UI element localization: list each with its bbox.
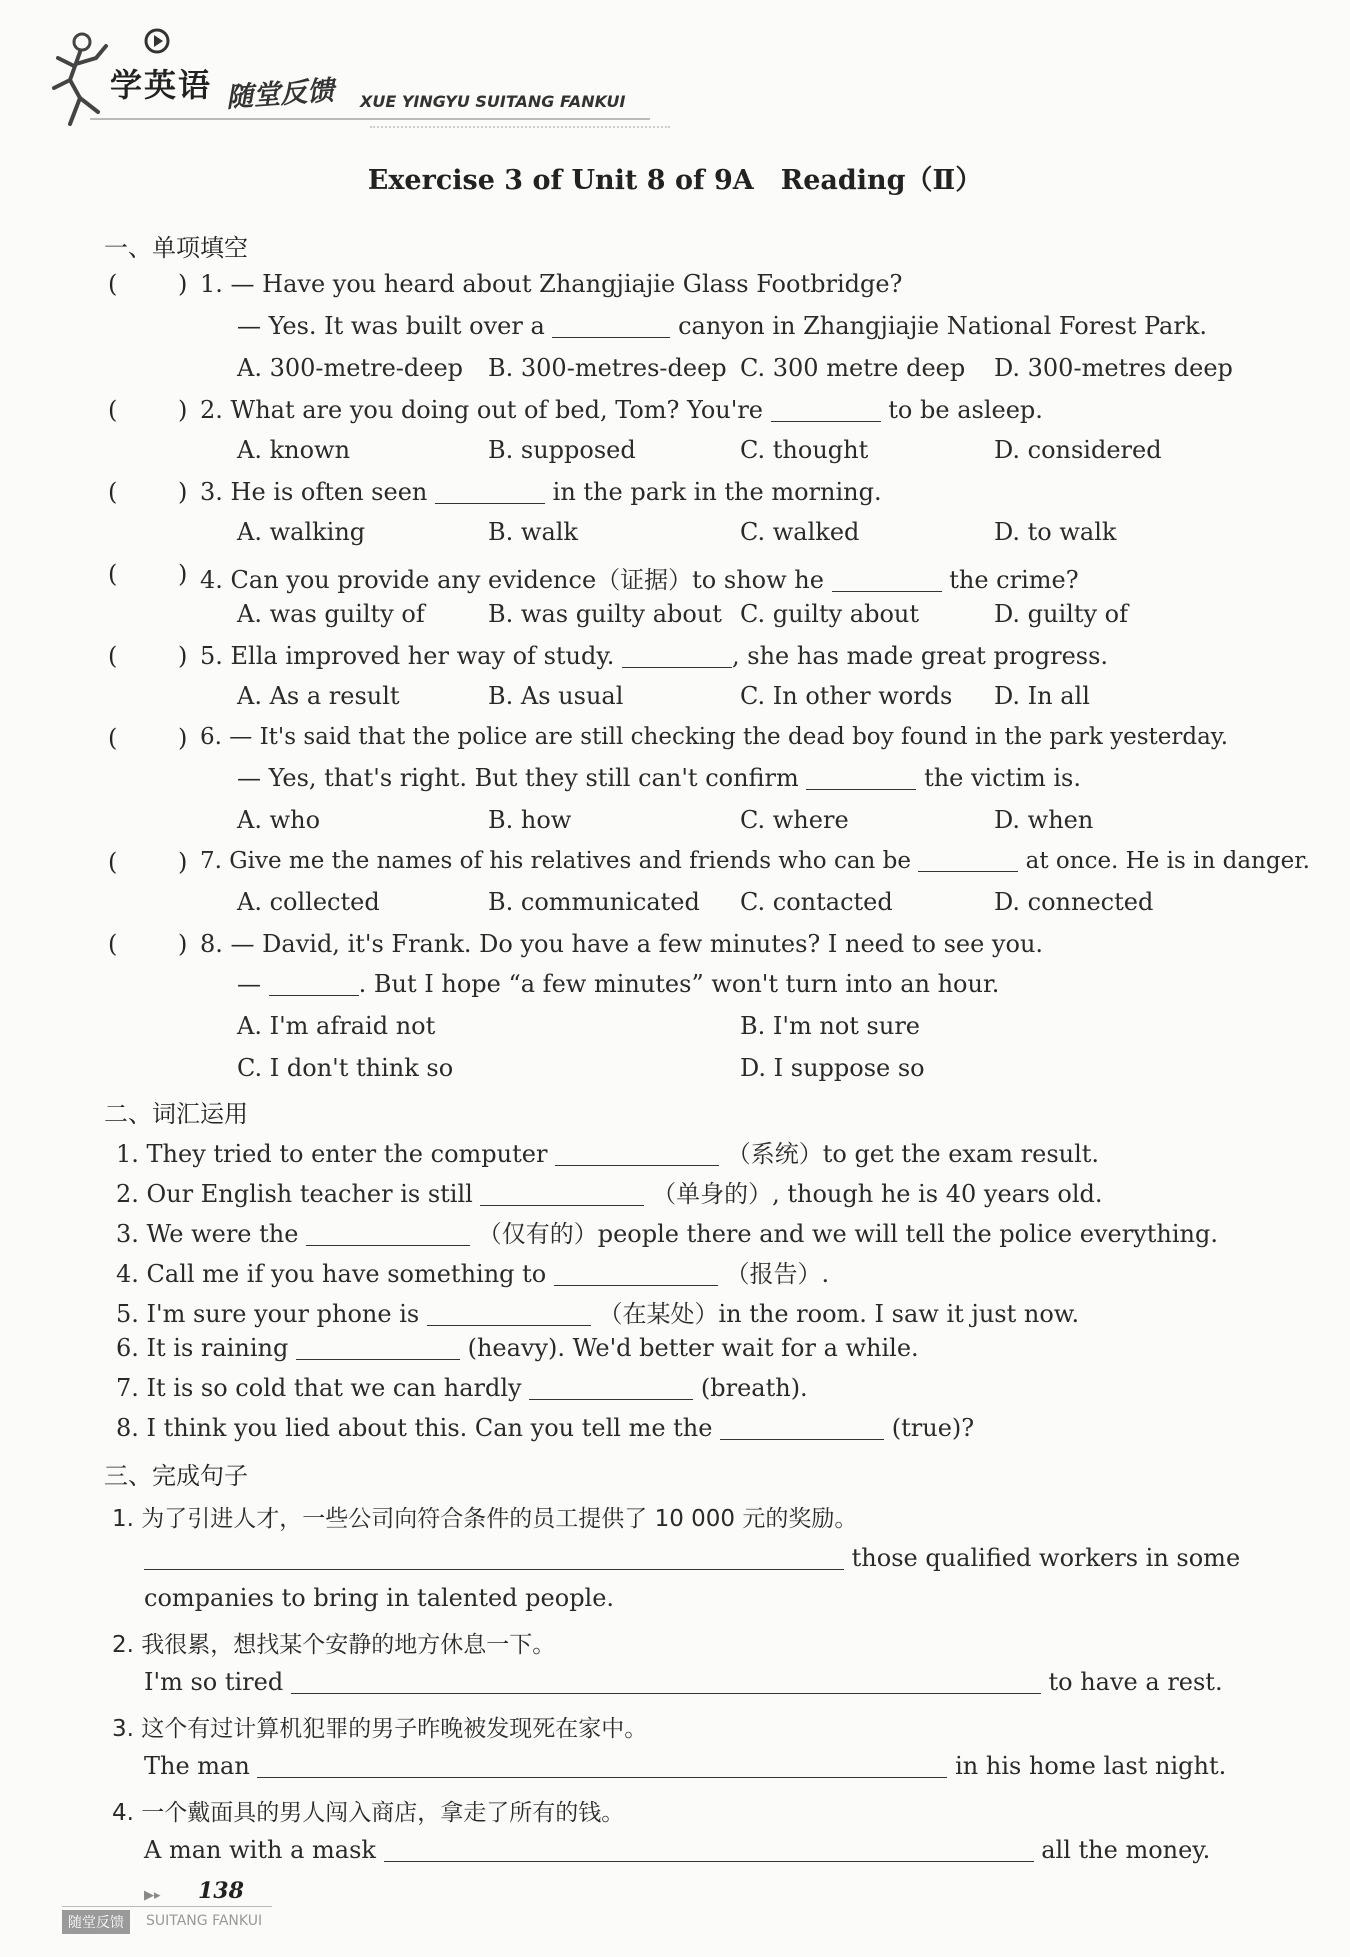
- q5-option-a[interactable]: A. As a result: [237, 682, 400, 710]
- sentence3-english: [144, 1752, 1226, 1780]
- q7-line1: [200, 848, 1310, 874]
- q8-blank[interactable]: [269, 971, 359, 996]
- vocab-text-post: （报告）.: [725, 1260, 830, 1288]
- section2-heading: 二、词汇运用: [104, 1100, 248, 1128]
- answer-paren-open: (: [108, 478, 118, 506]
- q3-option-a[interactable]: A. walking: [237, 518, 366, 546]
- q5-line1: [200, 642, 1108, 670]
- vocab-blank[interactable]: [555, 1141, 719, 1166]
- vocab-item: [116, 1334, 919, 1362]
- q5-option-b[interactable]: B. As usual: [488, 682, 624, 710]
- q6-line2: [237, 764, 1081, 792]
- q6-option-b[interactable]: B. how: [488, 806, 572, 834]
- answer-paren-close: ): [178, 930, 188, 958]
- answer-paren-open: (: [108, 724, 118, 752]
- vocab-blank[interactable]: [296, 1335, 460, 1360]
- page-number: 138: [198, 1878, 244, 1904]
- answer-paren-close: ): [178, 396, 188, 424]
- q2-line1: [200, 396, 1043, 424]
- sentence2-chinese: 2. 我很累，想找某个安静的地方休息一下。: [112, 1632, 556, 1658]
- header-divider: [90, 118, 650, 120]
- q4-text-post: the crime?: [949, 566, 1079, 594]
- vocab-text-pre: 5. I'm sure your phone is: [116, 1300, 420, 1328]
- q8-option-a[interactable]: A. I'm afraid not: [237, 1012, 436, 1040]
- q4-option-c[interactable]: C. guilty about: [740, 600, 919, 628]
- vocab-text-post: （单身的）, though he is 40 years old.: [652, 1180, 1103, 1208]
- q7-blank[interactable]: [918, 848, 1018, 872]
- q1-line1: 1. — Have you heard about Zhangjiajie Glass Footbridge?: [200, 270, 903, 298]
- q1-option-b[interactable]: B. 300-metres-deep: [488, 354, 727, 382]
- header-pinyin: XUE YINGYU SUITANG FANKUI: [360, 92, 626, 111]
- q3-blank[interactable]: [435, 479, 545, 504]
- q6-option-d[interactable]: D. when: [994, 806, 1094, 834]
- q5-text-post: , she has made great progress.: [732, 642, 1109, 670]
- q7-option-d[interactable]: D. connected: [994, 888, 1154, 916]
- q8-text-pre: —: [237, 970, 261, 998]
- sentence4-chinese: 4. 一个戴面具的男人闯入商店，拿走了所有的钱。: [112, 1800, 625, 1826]
- sentence3-blank[interactable]: [257, 1753, 947, 1778]
- runner-icon: [40, 28, 120, 128]
- vocab-text-post: （系统）to get the exam result.: [726, 1140, 1100, 1168]
- sentence3-text-pre: The man: [144, 1752, 250, 1780]
- q5-blank[interactable]: [622, 643, 732, 668]
- sentence1-blank[interactable]: [144, 1545, 844, 1570]
- q2-option-c[interactable]: C. thought: [740, 436, 869, 464]
- vocab-blank[interactable]: [554, 1261, 718, 1286]
- footer-divider: [62, 1906, 272, 1907]
- q6-text-post: the victim is.: [924, 764, 1081, 792]
- play-icon: [144, 28, 170, 54]
- sentence4-text-post: all the money.: [1041, 1836, 1211, 1864]
- vocab-text-pre: 7. It is so cold that we can hardly: [116, 1374, 522, 1402]
- answer-paren-open: (: [108, 930, 118, 958]
- q1-text-pre: — Yes. It was built over a: [237, 312, 545, 340]
- q5-option-d[interactable]: D. In all: [994, 682, 1090, 710]
- vocab-text-post: （在某处）in the room. I saw it just now.: [598, 1300, 1080, 1328]
- vocab-item: [116, 1134, 1099, 1169]
- vocab-blank[interactable]: [529, 1375, 693, 1400]
- q1-option-a[interactable]: A. 300-metre-deep: [237, 354, 464, 382]
- q2-option-b[interactable]: B. supposed: [488, 436, 636, 464]
- vocab-item: [116, 1214, 1218, 1249]
- q7-text-post: at once. He is in danger.: [1025, 848, 1310, 874]
- q4-blank[interactable]: [832, 567, 942, 592]
- q8-option-d[interactable]: D. I suppose so: [740, 1054, 925, 1082]
- q6-option-a[interactable]: A. who: [237, 806, 321, 834]
- q4-line1: [200, 560, 1079, 595]
- q2-text-post: to be asleep.: [888, 396, 1043, 424]
- footer-pinyin: SUITANG FANKUI: [146, 1913, 263, 1929]
- vocab-text-pre: 4. Call me if you have something to: [116, 1260, 547, 1288]
- vocab-text-pre: 1. They tried to enter the computer: [116, 1140, 548, 1168]
- sentence4-blank[interactable]: [384, 1837, 1034, 1862]
- sentence1-continued: companies to bring in talented people.: [144, 1584, 615, 1612]
- vocab-item: [116, 1174, 1103, 1209]
- sentence3-text-post: in his home last night.: [955, 1752, 1227, 1780]
- vocab-item: [116, 1254, 829, 1289]
- answer-paren-close: ): [178, 270, 188, 298]
- vocab-item: [116, 1294, 1079, 1329]
- q1-text-post: canyon in Zhangjiajie National Forest Park.: [678, 312, 1207, 340]
- vocab-blank[interactable]: [720, 1415, 884, 1440]
- sentence3-chinese: 3. 这个有过计算机犯罪的男子昨晚被发现死在家中。: [112, 1716, 648, 1742]
- vocab-text-pre: 2. Our English teacher is still: [116, 1180, 473, 1208]
- q7-option-c[interactable]: C. contacted: [740, 888, 893, 916]
- vocab-text-post: (true)?: [891, 1414, 975, 1442]
- q3-option-d[interactable]: D. to walk: [994, 518, 1117, 546]
- q3-line1: [200, 478, 882, 506]
- page-header: [40, 20, 660, 130]
- q1-line2: [237, 312, 1207, 340]
- q4-option-a[interactable]: A. was guilty of: [237, 600, 425, 628]
- q8-text-post: . But I hope “a few minutes” won't turn into an hour.: [358, 970, 1000, 998]
- vocab-text-post: （仅有的）people there and we will tell the police everything.: [477, 1220, 1218, 1248]
- answer-paren-open: (: [108, 642, 118, 670]
- answer-paren-open: (: [108, 270, 118, 298]
- vocab-text-pre: 8. I think you lied about this. Can you tell me the: [116, 1414, 713, 1442]
- sentence1-english: [144, 1544, 1240, 1572]
- q8-line1: 8. — David, it's Frank. Do you have a few minutes? I need to see you.: [200, 930, 1044, 958]
- section1-heading: 一、单项填空: [104, 234, 248, 262]
- q6-line1: 6. — It's said that the police are still checking the dead boy found in the park yesterday.: [200, 724, 1229, 750]
- header-subtitle: 随堂反馈: [225, 75, 336, 114]
- header-title: 学英语: [110, 66, 213, 104]
- sentence4-english: [144, 1836, 1210, 1864]
- page-title: Exercise 3 of Unit 8 of 9A Reading（Ⅱ）: [367, 165, 983, 196]
- sentence1-text-post: those qualified workers in some: [851, 1544, 1241, 1572]
- q1-option-c[interactable]: C. 300 metre deep: [740, 354, 966, 382]
- answer-paren-close: ): [178, 848, 188, 876]
- sentence2-text-pre: I'm so tired: [144, 1668, 284, 1696]
- vocab-blank[interactable]: [427, 1301, 591, 1326]
- q3-text-post: in the park in the morning.: [552, 478, 882, 506]
- answer-paren-close: ): [178, 724, 188, 752]
- q1-option-d[interactable]: D. 300-metres deep: [994, 354, 1233, 382]
- q8-option-c[interactable]: C. I don't think so: [237, 1054, 454, 1082]
- sentence2-blank[interactable]: [291, 1669, 1041, 1694]
- vocab-text-pre: 6. It is raining: [116, 1334, 289, 1362]
- q8-line2: [237, 970, 999, 998]
- q2-blank[interactable]: [771, 397, 881, 422]
- vocab-item: [116, 1414, 974, 1442]
- answer-paren-open: (: [108, 848, 118, 876]
- q4-text-pre: 4. Can you provide any evidence（证据）to show he: [200, 566, 824, 594]
- q8-option-b[interactable]: B. I'm not sure: [740, 1012, 920, 1040]
- q5-text-pre: 5. Ella improved her way of study.: [200, 642, 615, 670]
- answer-paren-close: ): [178, 478, 188, 506]
- sentence2-text-post: to have a rest.: [1048, 1668, 1223, 1696]
- q2-option-d[interactable]: D. considered: [994, 436, 1162, 464]
- q3-option-b[interactable]: B. walk: [488, 518, 578, 546]
- q6-option-c[interactable]: C. where: [740, 806, 849, 834]
- footer-badge: 随堂反馈: [62, 1910, 130, 1934]
- q1-blank[interactable]: [552, 313, 670, 338]
- q3-option-c[interactable]: C. walked: [740, 518, 860, 546]
- q3-text-pre: 3. He is often seen: [200, 478, 428, 506]
- section3-heading: 三、完成句子: [104, 1462, 248, 1490]
- q7-option-b[interactable]: B. communicated: [488, 888, 700, 916]
- sentence2-english: [144, 1668, 1223, 1696]
- vocab-text-post: (breath).: [700, 1374, 808, 1402]
- q7-text-pre: 7. Give me the names of his relatives and friends who can be: [200, 848, 912, 874]
- q4-option-b[interactable]: B. was guilty about: [488, 600, 722, 628]
- double-arrow-icon: ▶▸: [144, 1888, 161, 1903]
- answer-paren-close: ): [178, 560, 188, 588]
- vocab-text-pre: 3. We were the: [116, 1220, 299, 1248]
- answer-paren-open: (: [108, 560, 118, 588]
- vocab-item: [116, 1374, 808, 1402]
- answer-paren-open: (: [108, 396, 118, 424]
- q6-blank[interactable]: [806, 765, 916, 790]
- answer-paren-close: ): [178, 642, 188, 670]
- sentence1-chinese: 1. 为了引进人才，一些公司向符合条件的员工提供了 10 000 元的奖励。: [112, 1506, 858, 1532]
- vocab-blank[interactable]: [306, 1221, 470, 1246]
- q2-option-a[interactable]: A. known: [237, 436, 351, 464]
- vocab-blank[interactable]: [480, 1181, 644, 1206]
- q6-text-pre: — Yes, that's right. But they still can't confirm: [237, 764, 799, 792]
- q5-option-c[interactable]: C. In other words: [740, 682, 953, 710]
- vocab-text-post: (heavy). We'd better wait for a while.: [467, 1334, 919, 1362]
- q2-text-pre: 2. What are you doing out of bed, Tom? You're: [200, 396, 763, 424]
- header-dotted-divider: [370, 126, 670, 128]
- sentence4-text-pre: A man with a mask: [144, 1836, 376, 1864]
- q4-option-d[interactable]: D. guilty of: [994, 600, 1128, 628]
- q7-option-a[interactable]: A. collected: [237, 888, 380, 916]
